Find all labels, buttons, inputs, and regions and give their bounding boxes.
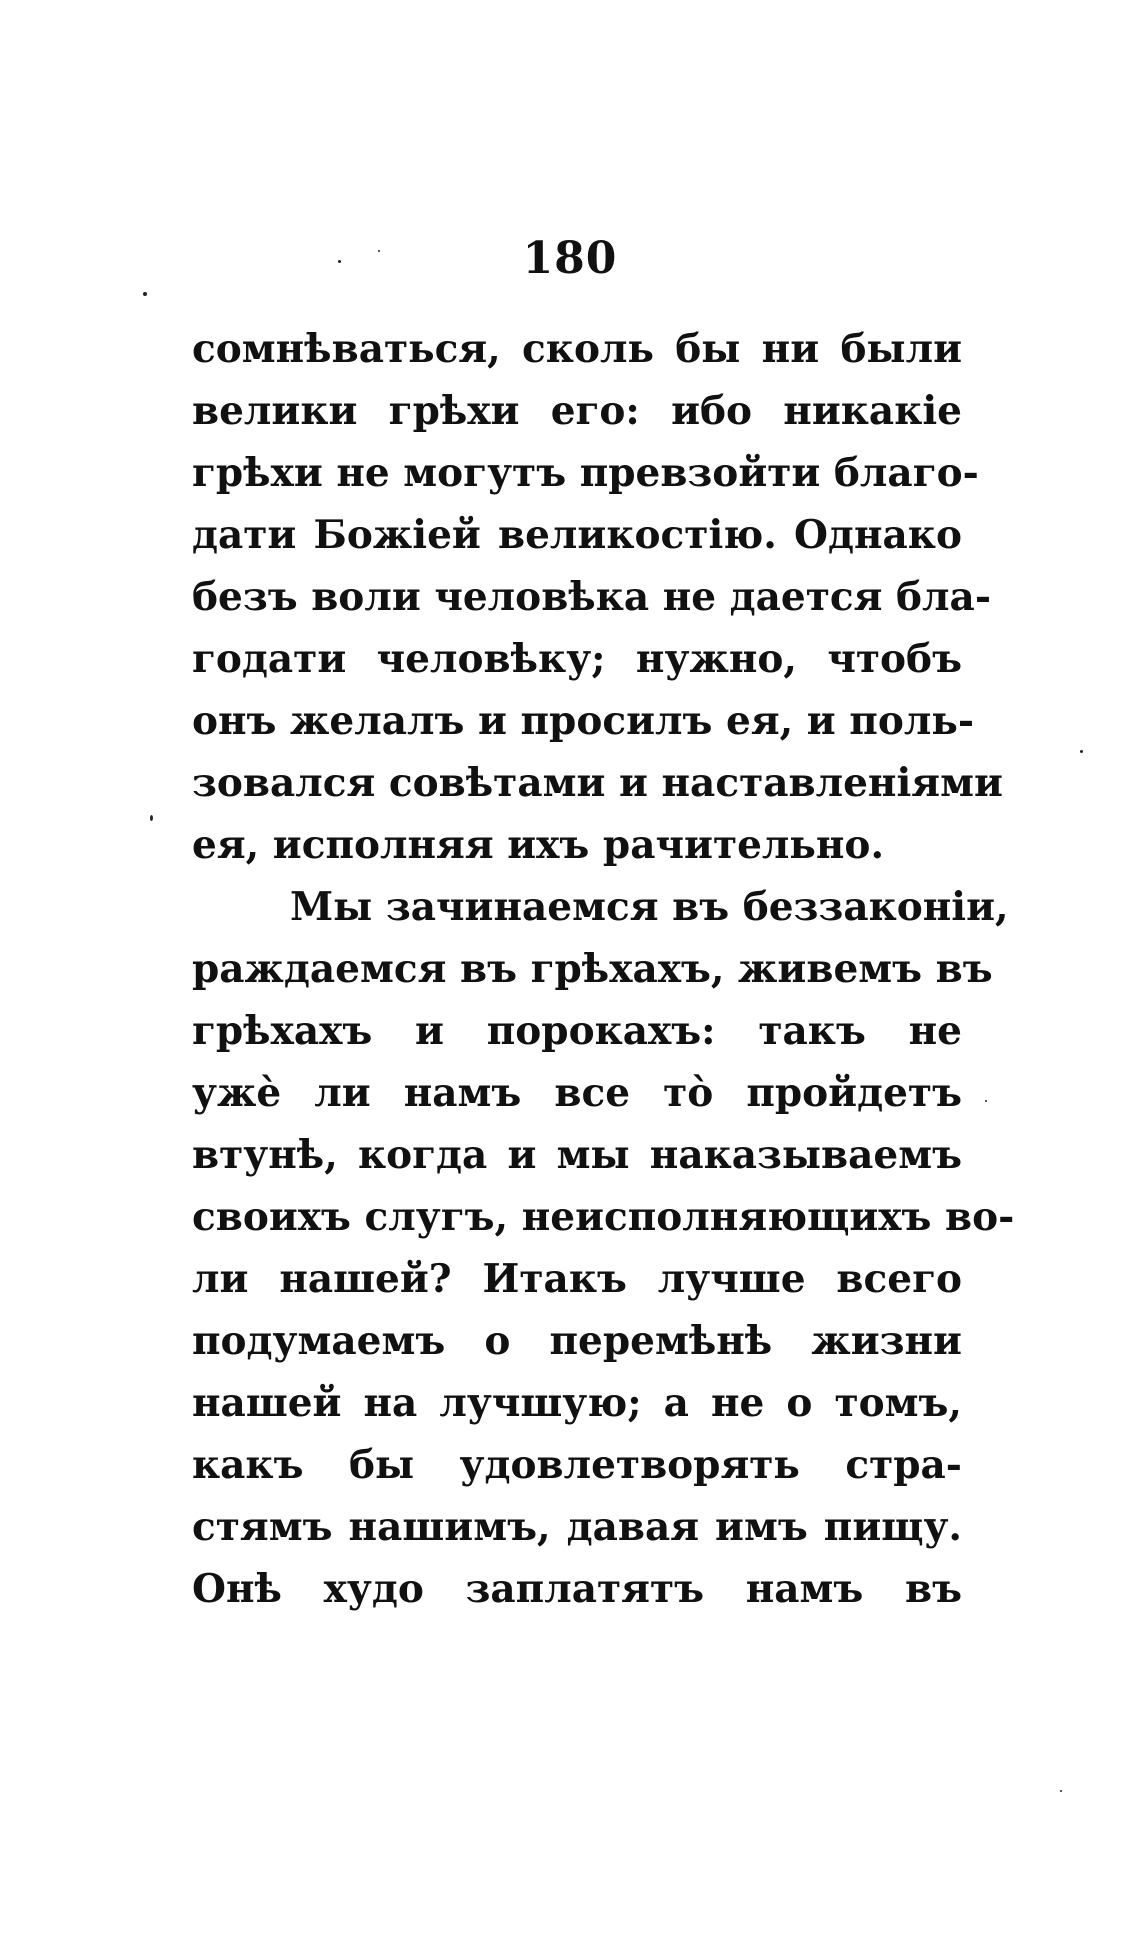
text-line: зовался совѣтами и наставленіями	[192, 760, 1003, 806]
text-line: грѣхи не могутъ превзойти благо-	[192, 450, 979, 496]
text-line: годати человѣку; нужно, чтобъ	[192, 636, 962, 682]
text-line: стямъ нашимъ, давая имъ пищу.	[192, 1504, 962, 1550]
scan-speck	[338, 260, 341, 263]
scan-speck	[1080, 750, 1083, 753]
text-line: ли нашей? Итакъ лучше всего	[192, 1256, 962, 1302]
text-line: своихъ слугъ, неисполняющихъ во-	[192, 1194, 1015, 1240]
paragraph-end-line: ея, исполняя ихъ рачительно.	[192, 822, 885, 868]
scan-speck	[1060, 1790, 1062, 1792]
text-line: онъ желалъ и просилъ ея, и поль-	[192, 698, 974, 744]
text-line: подумаемъ о перемѣнѣ жизни	[192, 1318, 962, 1364]
scan-speck	[985, 1100, 987, 1102]
scan-speck	[378, 250, 380, 252]
paragraph-start-line: Мы зачинаемся въ беззаконіи,	[290, 884, 1009, 930]
text-line: втунѣ, когда и мы наказываемъ	[192, 1132, 962, 1178]
text-line: какъ бы удовлетворять стра-	[192, 1442, 962, 1488]
body-text	[192, 318, 1015, 1620]
text-line: грѣхахъ и порокахъ: такъ не	[192, 1008, 962, 1054]
text-line: раждаемся въ грѣхахъ, живемъ въ	[192, 946, 993, 992]
scan-speck	[150, 815, 153, 821]
text-line: ужè ли намъ все то̀ пройдетъ	[192, 1070, 962, 1116]
text-line: Онѣ худо заплатятъ намъ въ	[192, 1566, 962, 1612]
text-line: велики грѣхи его: ибо никакіе	[192, 388, 962, 434]
scan-speck	[143, 292, 147, 296]
page-number: 180	[522, 233, 618, 284]
text-line: безъ воли человѣка не дается бла-	[192, 574, 992, 620]
text-line: дати Божіей великостію. Однако	[192, 512, 962, 558]
text-line: сомнѣваться, сколь бы ни были	[192, 326, 962, 372]
text-line: нашей на лучшую; а не о томъ,	[192, 1380, 962, 1426]
